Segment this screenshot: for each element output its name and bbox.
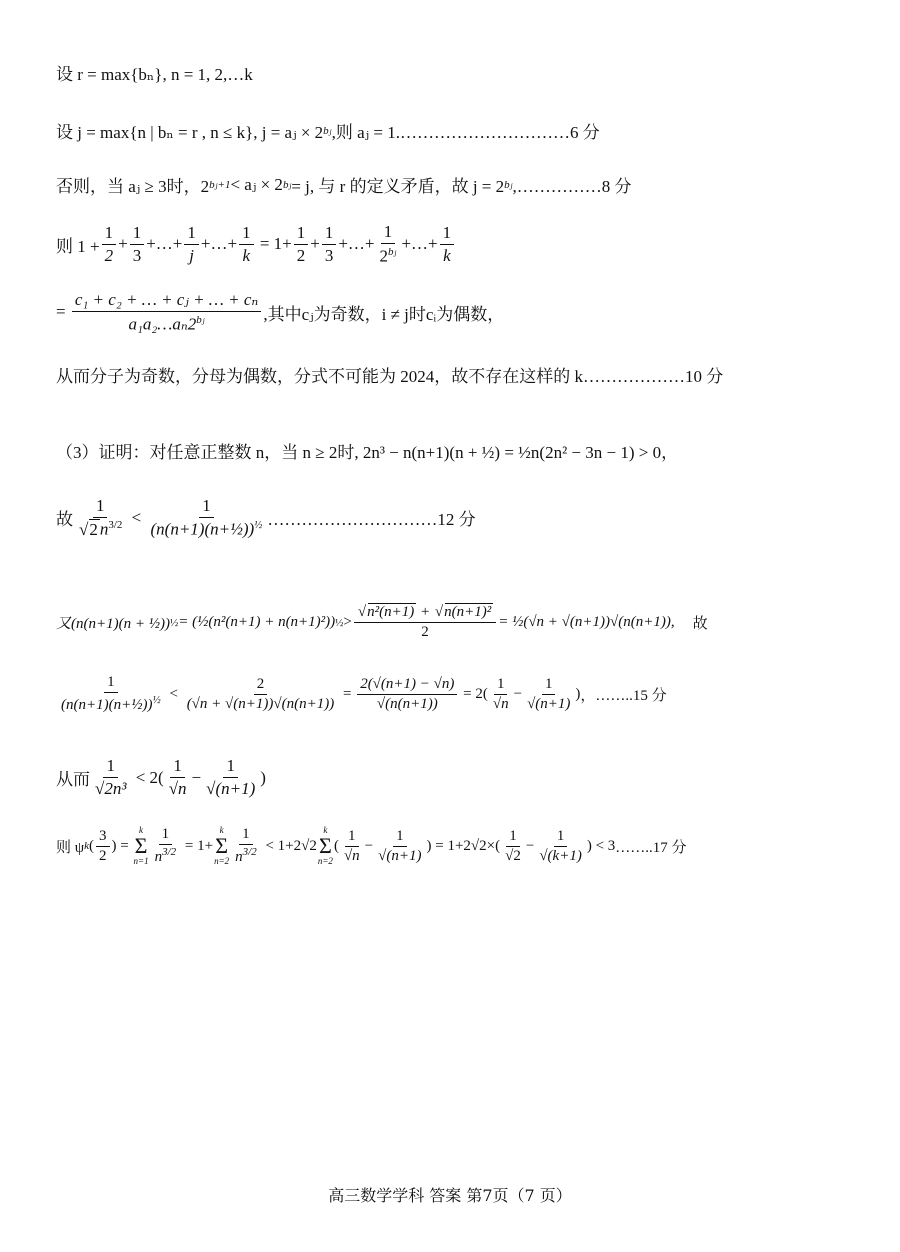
line-inequality-12-pre: 故 [56, 510, 73, 530]
line-j-max-pre: 设 j = max{n | bₙ = r , n ≤ k}, j = aⱼ × 2 [56, 123, 324, 142]
fraction-numerator: c₁ + c₂ + … + cⱼ + … + cₙ [72, 290, 261, 312]
line-therefore: 从而 $\frac{1}{\text{√2n³}}$ < 2( $\frac{1}{√n}$ − $\frac{1}{√(n+1)}$ ) [56, 756, 266, 798]
line-part3-proof-text: （3）证明：对任意正整数 n，当 n ≥ 2时, 2n³ − n(n+1)(n + ½) = ½n(2n² − 3n − 1) > 0， [56, 443, 679, 462]
harmonic-pre: 则 1 + [56, 236, 100, 256]
line-j-max: 设 j = max{n | bₙ = r , n ≤ k}, j = aⱼ × 2 bⱼ ,则 aⱼ = 1. …………………………6 分 [56, 118, 600, 143]
line-otherwise-pre: 否则，当 aⱼ ≥ 3时，2 [56, 177, 210, 196]
score-17: ……..17 分 [615, 839, 687, 856]
line-otherwise-mid: < aⱼ × 2 [230, 174, 283, 194]
line-final-sum: 则 ψ k ( $\frac{3}{2}$ ) = k Σ n=1 $\frac{1}{n^{3/2}}$ = 1+ k Σ n=2 $\frac{1}{n^{3/2}}$ < 1+2√2 k Σ n=2 ( $\frac{1}{√n}$ − $\frac{1}{√(n+1)}$ ) = 1+2√2×( $\frac{1}{√2}$ − $\frac{1}{√(k+1)}$ ) < 3 ……..17 分 [56, 825, 687, 866]
page-footer [0, 1183, 900, 1206]
line-amgm-end: 故 [692, 616, 708, 632]
line-j-max-post: ,则 aⱼ = 1. [331, 123, 400, 142]
score-8: ,……………8 分 [512, 177, 632, 196]
line-conclusion-text: 从而分子为奇数，分母为偶数，分式不可能为 2024，故不存在这样的 k………………10 分 [56, 367, 724, 386]
line-amgm: 又(n(n+1)(n + ½)) ½ = (½(n²(n+1) + n(n+1)²)) ½ > √ $\frac{\text{n²(n+1) + √ n(n+1)²}}{2}$ = ½(√n + √(n+1))√(n(n+1)), 故 [56, 604, 708, 641]
line-otherwise-post: = j, 与 r 的定义矛盾，故 j = 2 [291, 177, 505, 196]
line-conclusion [56, 362, 723, 387]
line-amgm-pre: 又(n(n+1)(n + ½)) [56, 616, 170, 632]
line-harmonic-sum: 则 1 + $\frac{1}{2}$ + $\frac{1}{3}$ +…+ $\frac{1}{j}$ +…+ $\frac{1}{k}$ = 1+ $\frac{1}{2}$ + $\frac{1}{3}$ +…+ $\frac{1}{2^{bⱼ}}$ +…+ $\frac{1}{k}$ [56, 222, 456, 267]
line-fraction-form: = $\frac{\text{c₁ + c₂ + … + cⱼ + … + cₙ}}{a_1a_2\dots a_n2^{bⱼ}}$ ,其中cⱼ为奇数，i ≠ j时cᵢ为偶数， [56, 290, 505, 334]
line-amgm-post: = ½(√n + √(n+1))√(n(n+1)), [498, 614, 675, 630]
line-otherwise: 否则，当 aⱼ ≥ 3时，2 bⱼ+1 < aⱼ × 2 bⱼ = j, 与 r 的定义矛盾，故 j = 2 bⱼ ,……………8 分 [56, 172, 632, 197]
line-inequality-12: 故 1 √ 2 $n^{3/2}$ < $\frac{1}{(n(n+1)(n+\frac{1}{2}))^{\frac{1}{2}}}$ …………………………12 分 [56, 496, 476, 540]
line-therefore-pre: 从而 [56, 770, 90, 789]
line-r-max [56, 60, 253, 85]
line-amgm-mid: = (½(n²(n+1) + n(n+1)²)) [178, 614, 336, 630]
line-r-max-text: 设 r = max{bₙ}, n = 1, 2,…k [56, 65, 253, 84]
line-amgm-gt: > [343, 614, 352, 630]
score-12: …………………………12 分 [267, 510, 476, 530]
score-15: ，……..15 分 [580, 687, 667, 704]
line-part3-proof [56, 438, 678, 463]
line-telescoping: $\frac{1}{(n(n+1)(n+\frac{1}{2}))^{\frac{1}{2}}}$ < $\frac{2}{(√n + √(n+1))√(n(n+1))}$ = $\frac{2(√(n+1) - √n)}{√(n(n+1))}$ = 2( $\frac{1}{√n}$ − $\frac{1}{√(n+1)}$ ) ，……..15 分 [61, 674, 667, 713]
fraction-denominator: a₁a₂…aₙ2 [128, 314, 197, 334]
line-fraction-form-post: ,其中cⱼ为奇数，i ≠ j时cᵢ为偶数， [263, 304, 505, 324]
line-final-sum-pre: 则 ψ [56, 839, 85, 856]
page-footer-text: 高三数学学科 答案 第7页（7 页） [328, 1186, 572, 1205]
score-6: …………………………6 分 [399, 123, 600, 142]
